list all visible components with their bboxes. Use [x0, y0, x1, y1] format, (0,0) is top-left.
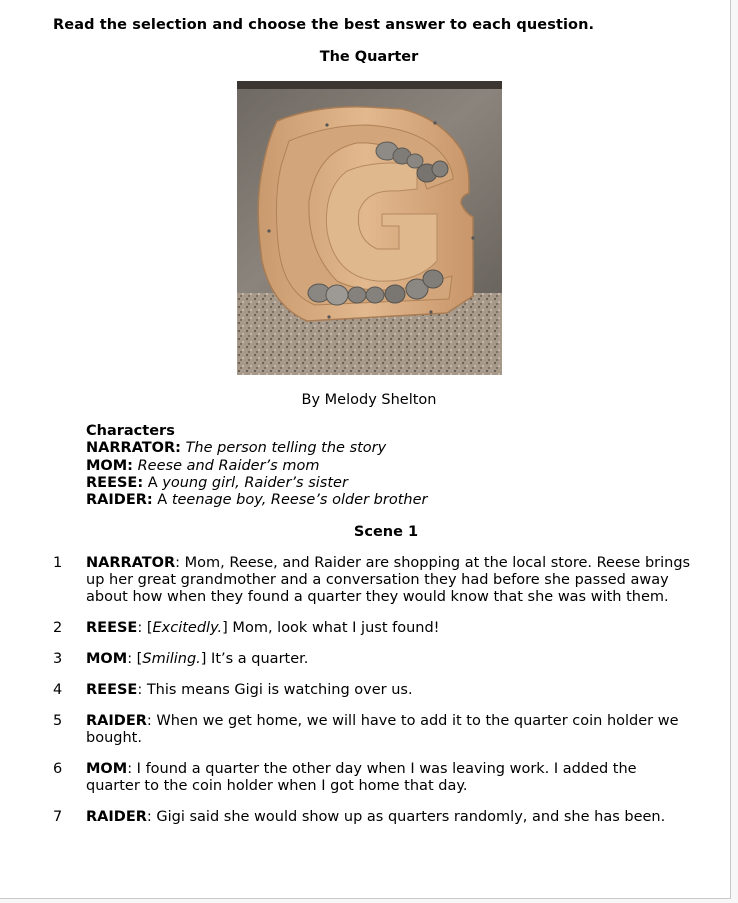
character-item — [86, 492, 427, 509]
speaker-colon: : — [127, 761, 133, 777]
character-item — [86, 475, 427, 492]
line-number: 6 — [53, 761, 63, 777]
line-number: 3 — [53, 651, 63, 667]
stage-direction: Smiling. — [142, 651, 201, 667]
speaker-colon: : — [146, 713, 152, 729]
dialogue-text: Mom, Reese, and Raider are shopping at the local store. Reese brings up her great grandmother and a conversation they had before she passed away about how when they found a quarter they would know that she was with them. — [86, 555, 691, 605]
dialogue-line — [53, 713, 693, 747]
dialogue-line — [53, 761, 693, 795]
dialogue-text: I found a quarter the other day when I was leaving work. I added the quarter to the coin holder when I got home that day. — [86, 761, 637, 794]
bracket-close: ] — [200, 651, 207, 667]
bracket-open: [ — [142, 620, 153, 636]
coin-bank-photo — [237, 81, 502, 375]
speaker-colon: : — [175, 555, 181, 571]
speaker-name: RAIDER — [86, 809, 147, 825]
dialogue-line — [53, 555, 693, 606]
stage-direction: Excitedly. — [152, 620, 223, 636]
line-number: 5 — [53, 713, 63, 729]
character-description: The person telling the story — [185, 440, 387, 457]
dialogue-text: When we get home, we will have to add it to the quarter coin holder we bought. — [86, 713, 679, 746]
speaker-colon: : — [127, 651, 133, 667]
line-number: 7 — [53, 809, 63, 825]
instructions: Read the selection and choose the best answer to each question. — [53, 17, 595, 33]
dialogue-line — [53, 682, 693, 699]
character-description: teenage boy, Reese’s older brother — [171, 492, 428, 509]
byline: By Melody Shelton — [301, 392, 437, 408]
dialogue-text: Mom, look what I just found! — [227, 620, 440, 636]
speaker-name: MOM — [86, 651, 128, 667]
speaker-name: NARRATOR — [86, 555, 176, 571]
dialogue-text: Gigi said she would show up as quarters randomly, and she has been. — [151, 809, 666, 825]
character-description: young girl, Raider’s sister — [162, 474, 348, 491]
character-name: NARRATOR: — [86, 440, 181, 457]
character-article: A — [157, 492, 168, 509]
passage-title: The Quarter — [319, 49, 419, 65]
dialogue-line — [53, 620, 693, 637]
characters-heading: Characters — [86, 423, 175, 439]
character-item — [86, 440, 427, 457]
speaker-name: REESE — [86, 682, 138, 698]
line-number: 1 — [53, 555, 63, 571]
line-number: 4 — [53, 682, 63, 698]
character-name: MOM: — [86, 457, 133, 474]
bracket-close: ] — [222, 620, 228, 636]
dialogue-line — [53, 651, 693, 668]
dialogue-text: It’s a quarter. — [206, 651, 309, 667]
speaker-colon: : — [137, 620, 143, 636]
character-description: Reese and Raider’s mom — [137, 457, 320, 474]
character-name: RAIDER: — [86, 492, 153, 509]
speaker-name: REESE — [86, 620, 138, 636]
characters-list — [86, 423, 427, 509]
character-article: A — [147, 474, 158, 491]
bracket-open: [ — [132, 651, 143, 667]
scene-heading: Scene 1 — [353, 524, 419, 540]
coin-bank-image — [237, 81, 502, 375]
speaker-name: MOM — [86, 761, 128, 777]
character-item — [86, 458, 427, 475]
speaker-colon: : — [137, 682, 143, 698]
dialogue-lines — [53, 555, 693, 840]
dialogue-text: This means Gigi is watching over us. — [142, 682, 413, 698]
dialogue-line — [53, 809, 693, 826]
speaker-name: RAIDER — [86, 713, 147, 729]
speaker-colon: : — [146, 809, 152, 825]
character-name: REESE: — [86, 474, 144, 491]
line-number: 2 — [53, 620, 63, 636]
